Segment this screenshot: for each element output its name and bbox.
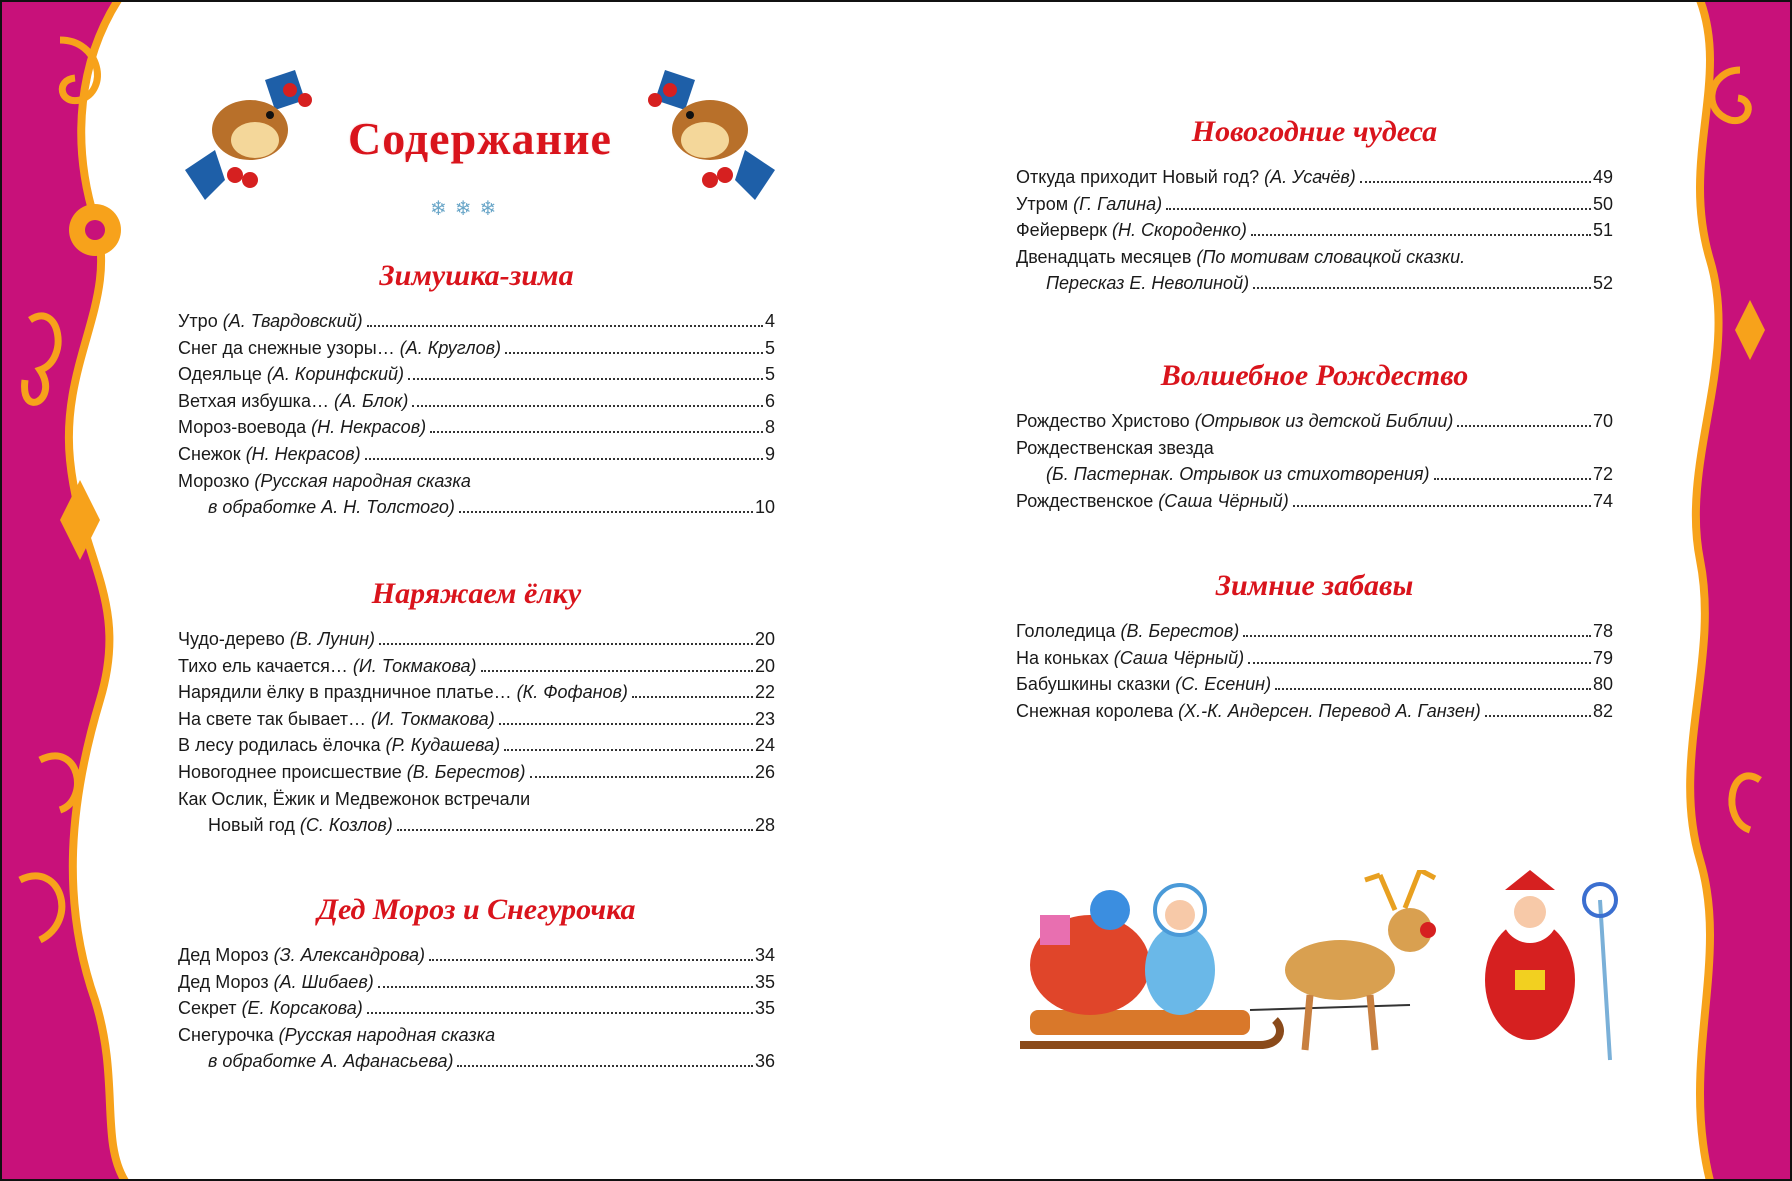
toc-entry [1016, 645, 1613, 672]
toc-entry-line [1016, 435, 1613, 462]
dot-leader [367, 325, 763, 327]
dot-leader [430, 431, 763, 433]
page-number: 6 [764, 390, 775, 411]
page-number: 79 [1592, 647, 1613, 668]
entry-author: (Н. Некрасов) [245, 443, 361, 464]
dot-leader [1243, 635, 1591, 637]
toc-entry [1016, 191, 1613, 218]
page-number: 80 [1592, 674, 1613, 695]
toc-section [1016, 112, 1613, 297]
section-heading: Дед Мороз и Снегурочка [317, 893, 636, 926]
entry-title: Дед Мороз [178, 971, 269, 992]
entry-title: Секрет [178, 998, 237, 1019]
entry-title: Рождественское [1016, 490, 1154, 511]
entry-author-cont: Пересказ Е. Неволиной) [1046, 273, 1250, 294]
page-number: 70 [1592, 411, 1613, 431]
entry-title: Нарядили ёлку в праздничное платье… [178, 682, 512, 703]
dot-leader [1253, 287, 1591, 289]
entry-title: В лесу родилась ёлочка [178, 735, 381, 756]
entry-title: Снежная королева [1016, 700, 1174, 721]
section-heading: Наряжаем ёлку [371, 577, 582, 610]
entry-title-cont: Новый год [208, 815, 295, 836]
entry-title: Снежок [178, 443, 241, 464]
dot-leader [1293, 505, 1591, 507]
page-number: 24 [754, 735, 775, 756]
dot-leader [1360, 181, 1591, 183]
entry-title: Рождество Христово [1016, 411, 1190, 431]
toc-entry [178, 732, 775, 759]
entry-title: Новогоднее происшествие [178, 761, 402, 782]
page-number: 78 [1592, 621, 1613, 641]
toc-entry [178, 626, 775, 653]
entry-author: (Х.-К. Андерсен. Перевод А. Ганзен) [1178, 700, 1481, 721]
section-heading: Волшебное Рождество [1160, 359, 1469, 392]
entry-author: (А. Блок) [333, 390, 409, 411]
entry-author: (С. Есенин) [1175, 674, 1272, 695]
page-number: 72 [1592, 464, 1613, 485]
entry-title: Ветхая избушка… [178, 390, 329, 411]
page-number: 35 [754, 998, 775, 1019]
entry-author: (З. Александрова) [273, 945, 425, 965]
toc-entry [178, 942, 775, 969]
page-number: 20 [754, 655, 775, 676]
toc-section [178, 890, 775, 1075]
entry-author: (А. Коринфский) [266, 364, 404, 385]
toc-section [1016, 566, 1613, 724]
toc-entry [1016, 488, 1613, 515]
toc-entry [1016, 671, 1613, 698]
section-heading: Зимние забавы [1215, 569, 1414, 602]
toc-entry [178, 441, 775, 468]
toc-entry [1016, 164, 1613, 191]
toc-entry [178, 388, 775, 415]
dot-leader [378, 986, 753, 988]
toc-entry [178, 361, 775, 388]
entry-author: (И. Токмакова) [352, 655, 477, 676]
entry-author-cont: (Б. Пастернак. Отрывок из стихотворения) [1046, 464, 1430, 485]
right-ornamental-border [1640, 0, 1792, 1181]
dot-leader [481, 670, 753, 672]
page-number: 26 [754, 761, 775, 782]
toc-entry-line [178, 1022, 775, 1049]
entry-author: (Н. Скороденко) [1112, 220, 1247, 241]
entry-title: На свете так бывает… [178, 708, 367, 729]
toc-section [178, 574, 775, 839]
entry-title: Морозко [178, 470, 250, 491]
page-number: 5 [764, 364, 775, 385]
entry-author-cont: в обработке А. Афанасьева) [208, 1051, 454, 1072]
dot-leader [408, 378, 763, 380]
toc-entry [178, 335, 775, 362]
dot-leader [459, 511, 753, 513]
entry-author: (Саша Чёрный) [1113, 647, 1245, 668]
dot-leader [1275, 688, 1591, 690]
entry-author-cont: в обработке А. Н. Толстого) [208, 497, 455, 518]
entry-title: Снегурочка [178, 1024, 274, 1045]
entry-title: Фейерверк [1016, 220, 1108, 241]
entry-author: (Г. Галина) [1073, 193, 1163, 214]
page-number: 22 [754, 682, 775, 703]
toc-entry [1016, 618, 1613, 645]
entry-title: Как Ослик, Ёжик и Медвежонок встречали [178, 788, 531, 809]
page-number: 52 [1592, 273, 1613, 294]
entry-title: Рождественская звезда [1016, 437, 1214, 458]
entry-title: Откуда приходит Новый год? [1016, 167, 1260, 187]
dot-leader [530, 776, 753, 778]
page-number: 50 [1592, 193, 1613, 214]
page-number: 35 [754, 971, 775, 992]
entry-author: (А. Твардовский) [222, 311, 363, 331]
sleigh-illustration [1010, 870, 1646, 1075]
entry-title: Бабушкины сказки [1016, 674, 1171, 695]
dot-leader [1457, 425, 1591, 427]
toc-entry [178, 679, 775, 706]
toc-entry [1016, 270, 1613, 297]
dot-leader [397, 829, 753, 831]
section-heading: Новогодние чудеса [1191, 115, 1438, 148]
entry-author: (А. Круглов) [399, 337, 501, 358]
toc-entry-line [1016, 244, 1613, 271]
page-title: Содержание [348, 113, 612, 164]
page-number: 74 [1592, 490, 1613, 511]
dot-leader [429, 959, 753, 961]
snowflake-icons: ❄❄❄ [430, 198, 505, 220]
toc-entry [178, 995, 775, 1022]
toc-entry-line [178, 468, 775, 495]
page-number: 10 [754, 497, 775, 518]
page-number: 8 [764, 417, 775, 438]
toc-entry [178, 706, 775, 733]
left-ornamental-border [0, 0, 160, 1181]
entry-author: (Отрывок из детской Библии) [1194, 411, 1454, 431]
entry-title: На коньках [1016, 647, 1109, 668]
toc-entry [1016, 698, 1613, 725]
page-number: 4 [764, 311, 775, 331]
entry-author: (С. Козлов) [299, 815, 393, 836]
entry-author: (Русская народная сказка [254, 470, 471, 491]
dot-leader [379, 643, 753, 645]
dot-leader [1166, 208, 1591, 210]
dot-leader [632, 696, 753, 698]
toc-entry [1016, 217, 1613, 244]
entry-author: (А. Шибаев) [273, 971, 374, 992]
entry-author: (По мотивам словацкой сказки. [1196, 246, 1466, 267]
dot-leader [1248, 662, 1591, 664]
entry-title: Утро [178, 311, 218, 331]
page-number: 9 [764, 443, 775, 464]
toc-entry [178, 1048, 775, 1075]
entry-title: Одеяльце [178, 364, 262, 385]
entry-author: (В. Берестов) [1120, 621, 1240, 641]
toc-entry [178, 494, 775, 521]
page-number: 49 [1592, 167, 1613, 187]
page-number: 28 [754, 815, 775, 836]
toc-section [178, 256, 775, 521]
section-heading: Зимушка-зима [379, 259, 574, 292]
toc-entry [1016, 461, 1613, 488]
entry-author: (Русская народная сказка [278, 1024, 496, 1045]
entry-author: (Саша Чёрный) [1158, 490, 1289, 511]
entry-author: (Н. Некрасов) [311, 417, 427, 438]
page-number: 82 [1592, 700, 1613, 721]
dot-leader [1251, 234, 1591, 236]
entry-author: (Р. Кудашева) [385, 735, 501, 756]
entry-author: (А. Усачёв) [1264, 167, 1356, 187]
dot-leader [1485, 715, 1591, 717]
dot-leader [499, 723, 753, 725]
toc-entry-line [178, 786, 775, 813]
toc-entry [178, 759, 775, 786]
entry-title: Двенадцать месяцев [1016, 246, 1192, 267]
entry-title: Мороз-воевода [178, 417, 307, 438]
toc-entry [178, 414, 775, 441]
entry-title: Дед Мороз [178, 945, 269, 965]
entry-title: Снег да снежные узоры… [178, 337, 395, 358]
entry-title: Тихо ель качается… [178, 655, 348, 676]
dot-leader [504, 749, 753, 751]
page-number: 5 [764, 337, 775, 358]
entry-author: (В. Берестов) [406, 761, 526, 782]
toc-section [1016, 356, 1613, 514]
dot-leader [365, 458, 763, 460]
entry-author: (В. Лунин) [289, 629, 375, 649]
dot-leader [505, 352, 763, 354]
entry-title: Гололедица [1016, 621, 1116, 641]
toc-entry [178, 308, 775, 335]
page-number: 36 [754, 1051, 775, 1072]
dot-leader [367, 1012, 753, 1014]
page-number: 20 [754, 629, 775, 649]
entry-author: (И. Токмакова) [371, 708, 495, 729]
toc-entry [178, 812, 775, 839]
dot-leader [412, 405, 763, 407]
entry-title: Чудо-дерево [178, 629, 285, 649]
dot-leader [457, 1065, 753, 1067]
page-number: 51 [1592, 220, 1613, 241]
toc-entry [1016, 408, 1613, 435]
dot-leader [1434, 478, 1591, 480]
page-number: 23 [754, 708, 775, 729]
page-number: 34 [754, 945, 775, 965]
entry-title: Утром [1016, 193, 1069, 214]
toc-entry [178, 969, 775, 996]
entry-author: (К. Фофанов) [516, 682, 628, 703]
entry-author: (Е. Корсакова) [241, 998, 363, 1019]
toc-entry [178, 653, 775, 680]
